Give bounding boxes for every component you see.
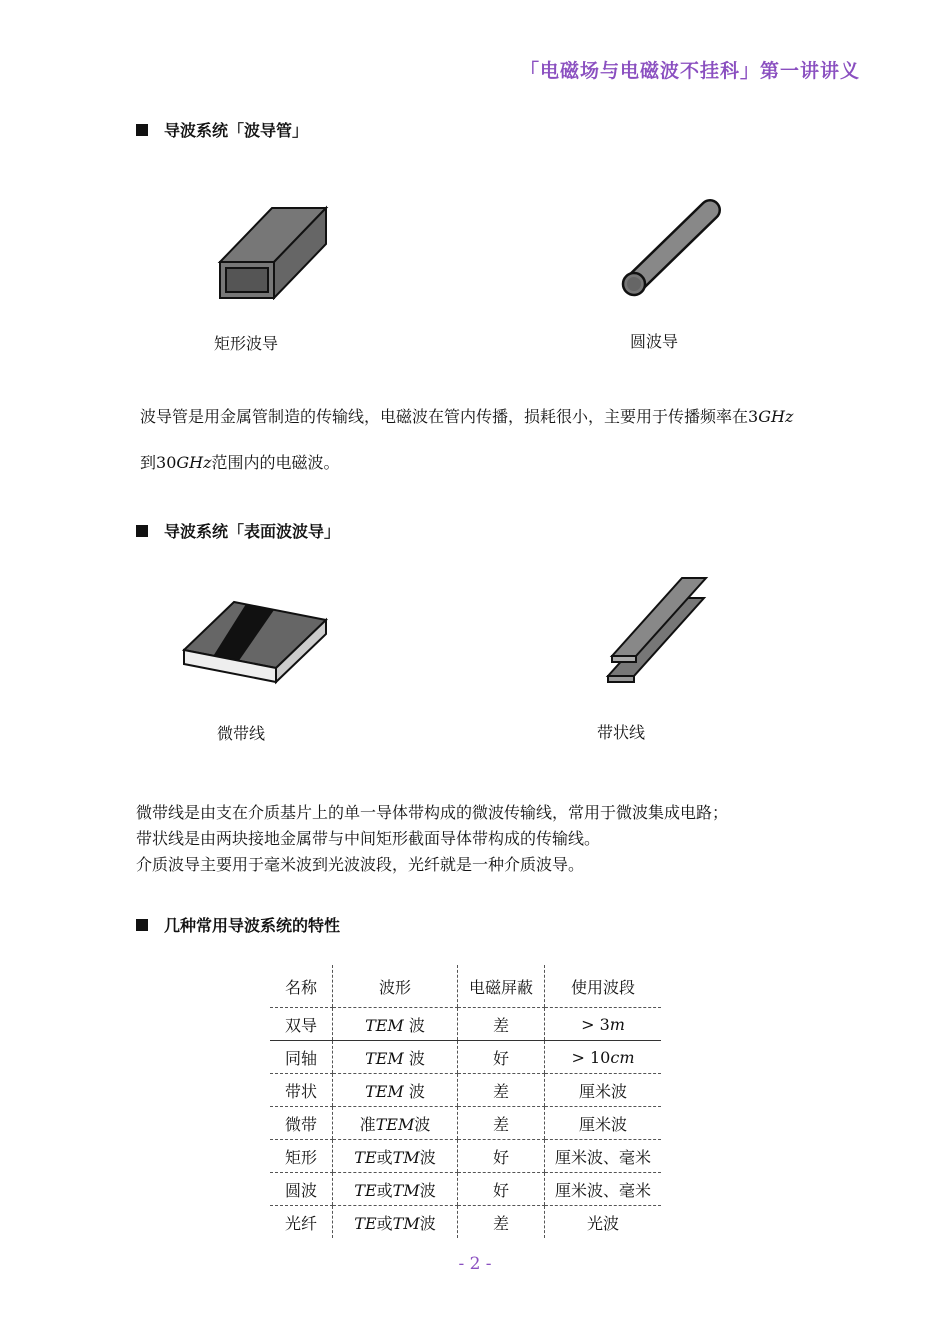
band-cell <box>545 1008 662 1041</box>
circular-waveguide-caption: 圆波导 <box>630 332 679 351</box>
shield-cell: 差 <box>458 1206 545 1239</box>
document-header: 「电磁场与电磁波不挂科」第一讲讲义 <box>519 60 860 82</box>
table-row <box>270 1008 661 1041</box>
mode-symbol: TEM <box>375 1114 415 1134</box>
mode-cell <box>333 1206 458 1239</box>
band-text: > 10 <box>571 1047 611 1067</box>
table-header-row <box>270 965 661 1008</box>
mode-symbol: TM <box>392 1180 420 1200</box>
mode-symbol: TEM <box>365 1015 404 1035</box>
mode-text: 波 <box>419 1147 436 1167</box>
table-row <box>270 1074 661 1107</box>
mode-cell <box>333 1008 458 1041</box>
name-cell: 带状 <box>270 1074 333 1107</box>
mode-or: 或 <box>376 1180 393 1200</box>
mode-symbol: TEM <box>365 1048 404 1068</box>
band-cell: 光波 <box>545 1206 662 1239</box>
mode-cell <box>333 1074 458 1107</box>
shield-cell: 好 <box>458 1173 545 1206</box>
mode-symbol: TE <box>354 1180 377 1200</box>
band-text: > 3 <box>581 1014 610 1034</box>
mode-symbol: TE <box>354 1213 377 1233</box>
microstrip-caption: 微带线 <box>217 724 266 743</box>
para-line: 带状线是由两块接地金属带与中间矩形截面导体带构成的传输线。 <box>136 829 601 848</box>
waveguide-paragraph-line1 <box>140 404 793 427</box>
shield-cell: 好 <box>458 1041 545 1074</box>
waveguide-paragraph-line2 <box>140 450 340 473</box>
column-header: 波形 <box>333 965 458 1008</box>
column-header: 名称 <box>270 965 333 1008</box>
mode-cell <box>333 1173 458 1206</box>
section-title: 几种常用导波系统的特性 <box>164 916 341 935</box>
band-cell <box>545 1041 662 1074</box>
table-row <box>270 1206 661 1239</box>
page-number: - 2 - <box>458 1254 492 1274</box>
name-cell: 微带 <box>270 1107 333 1140</box>
shield-cell: 好 <box>458 1140 545 1173</box>
freq-unit: GHz <box>758 407 794 426</box>
para-line: 介质波导主要用于毫米波到光波波段，光纤就是一种介质波导。 <box>136 855 585 874</box>
name-cell: 矩形 <box>270 1140 333 1173</box>
circular-waveguide-figure <box>618 194 728 302</box>
column-header: 电磁屏蔽 <box>458 965 545 1008</box>
shield-cell: 差 <box>458 1074 545 1107</box>
mode-or: 或 <box>376 1147 393 1167</box>
column-header: 使用波段 <box>545 965 662 1008</box>
surface-paragraph <box>136 800 728 878</box>
mode-cell <box>333 1041 458 1074</box>
para-text: 范围内的电磁波。 <box>211 453 340 472</box>
bullet-square-icon <box>136 124 148 136</box>
waveguide-comparison-table <box>270 965 661 1238</box>
mode-cell <box>333 1140 458 1173</box>
name-cell: 圆波 <box>270 1173 333 1206</box>
mode-symbol: TE <box>354 1147 377 1167</box>
mode-text: 波 <box>403 1081 425 1101</box>
mode-cell <box>333 1107 458 1140</box>
table-row <box>270 1173 661 1206</box>
name-cell: 光纤 <box>284 1213 317 1233</box>
band-unit: cm <box>610 1047 635 1067</box>
name-cell: 同轴 <box>270 1041 333 1074</box>
section-heading-surface <box>136 519 340 542</box>
shield-cell: 差 <box>458 1008 545 1041</box>
band-cell: 厘米波 <box>545 1074 662 1107</box>
mode-text: 波 <box>414 1114 431 1134</box>
mode-text: 波 <box>419 1180 436 1200</box>
section-heading-compare <box>136 913 340 936</box>
mode-symbol: TM <box>392 1213 420 1233</box>
name-cell: 双导 <box>270 1008 333 1041</box>
stripline-figure <box>604 572 710 688</box>
mode-text: 波 <box>419 1213 436 1233</box>
bullet-square-icon <box>136 919 148 931</box>
mode-or: 或 <box>376 1213 393 1233</box>
microstrip-figure <box>180 598 330 686</box>
bullet-square-icon <box>136 525 148 537</box>
stripline-caption: 带状线 <box>597 723 646 742</box>
rect-waveguide-figure <box>214 200 334 300</box>
freq-value: 3 <box>748 407 759 426</box>
mode-symbol: TEM <box>365 1081 404 1101</box>
table-row <box>270 1140 661 1173</box>
para-line: 微带线是由支在介质基片上的单一导体带构成的微波传输线，常用于微波集成电路； <box>136 803 729 822</box>
band-unit: m <box>609 1014 625 1034</box>
para-text: 到 <box>140 453 157 472</box>
band-cell: 厘米波 <box>545 1107 662 1140</box>
freq-value: 30 <box>156 453 177 472</box>
table-row <box>270 1107 661 1140</box>
band-cell: 厘米波、毫米 <box>545 1173 662 1206</box>
section-heading-waveguide <box>136 118 308 141</box>
para-text: 波导管是用金属管制造的传输线，电磁波在管内传播，损耗很小，主要用于传播频率在 <box>140 407 749 426</box>
rect-waveguide-caption: 矩形波导 <box>214 334 279 353</box>
freq-unit: GHz <box>176 453 212 472</box>
mode-symbol: TM <box>392 1147 420 1167</box>
mode-text: 波 <box>403 1015 425 1035</box>
mode-prefix: 准 <box>359 1114 376 1134</box>
section-title: 导波系统「表面波波导」 <box>164 522 341 541</box>
band-cell: 厘米波、毫米 <box>545 1140 662 1173</box>
mode-text: 波 <box>403 1048 425 1068</box>
section-title: 导波系统「波导管」 <box>164 121 309 140</box>
table-row <box>270 1041 661 1074</box>
shield-cell: 差 <box>458 1107 545 1140</box>
